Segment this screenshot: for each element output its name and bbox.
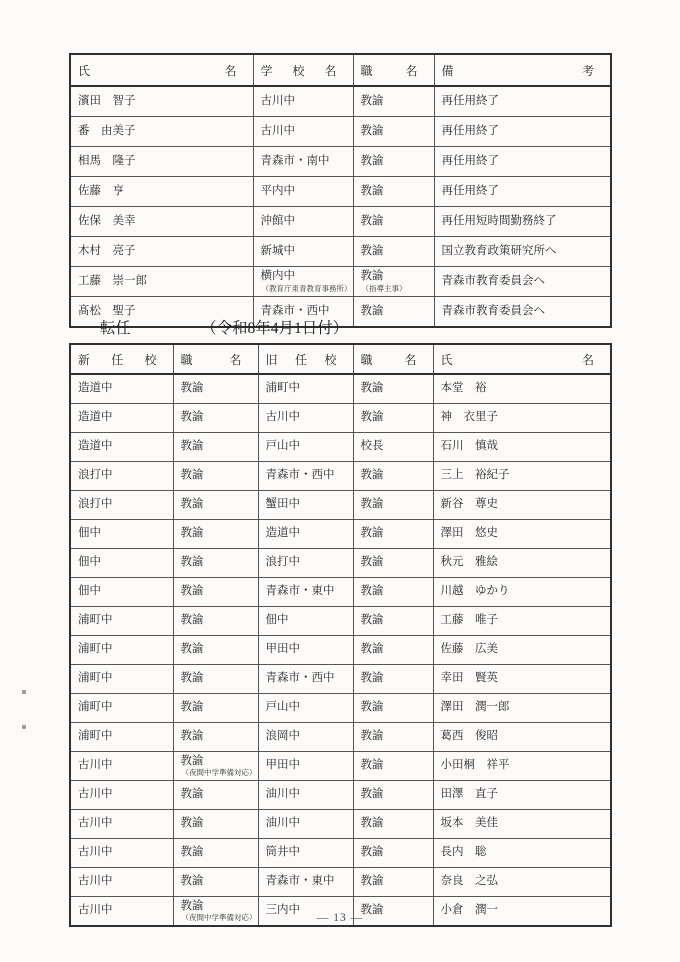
cell: 小倉 潤一	[433, 897, 611, 927]
cell: 再任用短時間勤務終了	[434, 207, 611, 237]
table-row	[70, 237, 611, 267]
cell: 古川中	[70, 810, 173, 839]
table-row	[70, 86, 611, 117]
section-title	[100, 316, 348, 338]
cell: 工藤 崇一郎	[70, 267, 253, 297]
transfer-table-header	[70, 344, 611, 374]
cell: 浦町中	[70, 607, 173, 636]
cell: 工藤 唯子	[433, 607, 611, 636]
cell: 蟹田中	[258, 491, 353, 520]
cell: 相馬 隆子	[70, 147, 253, 177]
cell: 造道中	[70, 433, 173, 462]
header-cell: 職 名	[353, 344, 433, 374]
table-row	[70, 267, 611, 297]
cell: 浪打中	[70, 462, 173, 491]
cell: 本堂 裕	[433, 374, 611, 404]
cell: 教諭	[353, 781, 433, 810]
table-row	[70, 781, 611, 810]
cell: 校長	[353, 433, 433, 462]
cell: 教諭	[173, 520, 258, 549]
cell: 教諭	[353, 374, 433, 404]
cell: 教諭	[173, 781, 258, 810]
cell: 教諭	[353, 177, 434, 207]
cell: 青森市・南中	[253, 147, 353, 177]
cell: 佃中	[70, 520, 173, 549]
cell: 番 由美子	[70, 117, 253, 147]
cell: 坂本 美佳	[433, 810, 611, 839]
cell: 教諭	[353, 237, 434, 267]
cell: 戸山中	[258, 694, 353, 723]
table-row	[70, 404, 611, 433]
header-cell: 職 名	[173, 344, 258, 374]
cell: 川越 ゆかり	[433, 578, 611, 607]
table-row	[70, 607, 611, 636]
cell: 横内中 （教育庁東青教育事務所）	[253, 267, 353, 297]
cell: 教諭	[353, 117, 434, 147]
cell: 教諭	[353, 752, 433, 781]
cell: 教諭	[353, 665, 433, 694]
cell: 教諭	[173, 694, 258, 723]
cell: 教諭	[353, 839, 433, 868]
cell: 教諭	[353, 462, 433, 491]
cell: 青森市・東中	[258, 868, 353, 897]
scan-artifact-dot	[22, 725, 26, 729]
cell: 石川 慎哉	[433, 433, 611, 462]
cell: 教諭	[353, 694, 433, 723]
table-row	[70, 810, 611, 839]
cell: 長内 聡	[433, 839, 611, 868]
cell: 浦町中	[70, 665, 173, 694]
cell: 教諭	[353, 297, 434, 328]
cell: 新城中	[253, 237, 353, 267]
cell: 青森市・西中	[258, 462, 353, 491]
table-row	[70, 839, 611, 868]
cell: 再任用終了	[434, 177, 611, 207]
section-date: （令和8年4月1日付）	[201, 320, 349, 337]
cell: 教諭	[173, 462, 258, 491]
cell: 澤田 潤一郎	[433, 694, 611, 723]
retirement-table	[69, 53, 612, 328]
cell: 再任用終了	[434, 147, 611, 177]
cell: 教諭	[173, 578, 258, 607]
table-row	[70, 868, 611, 897]
cell: 古川中	[70, 897, 173, 927]
cell: 教諭	[353, 636, 433, 665]
cell: 三内中	[258, 897, 353, 927]
table-row	[70, 433, 611, 462]
cell: 新谷 尊史	[433, 491, 611, 520]
cell: 教諭	[353, 147, 434, 177]
header-cell: 学 校 名	[253, 54, 353, 86]
cell: 佐藤 亨	[70, 177, 253, 207]
cell: 教諭	[173, 433, 258, 462]
cell: 教諭	[173, 810, 258, 839]
cell: 教諭	[353, 207, 434, 237]
cell: 佃中	[70, 549, 173, 578]
cell: 筒井中	[258, 839, 353, 868]
cell: 油川中	[258, 781, 353, 810]
cell: 教諭	[173, 404, 258, 433]
header-cell: 氏 名	[433, 344, 611, 374]
cell: 浦町中	[70, 723, 173, 752]
retirement-table-header	[70, 54, 611, 86]
cell: 古川中	[70, 839, 173, 868]
cell: 教諭 （指導主事）	[353, 267, 434, 297]
cell: 佐保 美幸	[70, 207, 253, 237]
cell: 田澤 直子	[433, 781, 611, 810]
header-cell: 新 任 校	[70, 344, 173, 374]
table-row	[70, 694, 611, 723]
cell: 浪打中	[70, 491, 173, 520]
cell: 教諭	[353, 897, 433, 927]
table-row	[70, 491, 611, 520]
cell: 甲田中	[258, 636, 353, 665]
cell: 古川中	[253, 86, 353, 117]
cell: 古川中	[70, 868, 173, 897]
cell: 教諭	[173, 491, 258, 520]
cell: 浦町中	[258, 374, 353, 404]
cell: 戸山中	[258, 433, 353, 462]
cell: 三上 裕紀子	[433, 462, 611, 491]
cell: 古川中	[70, 752, 173, 781]
cell: 奈良 之弘	[433, 868, 611, 897]
cell: 青森市・西中	[253, 297, 353, 328]
cell: 濱田 智子	[70, 86, 253, 117]
cell: 澤田 悠史	[433, 520, 611, 549]
cell: 教諭	[353, 520, 433, 549]
section-title-text: 転任	[100, 320, 132, 337]
cell: 佃中	[258, 607, 353, 636]
cell: 造道中	[70, 404, 173, 433]
table-row	[70, 752, 611, 781]
table-row	[70, 207, 611, 237]
cell: 神 衣里子	[433, 404, 611, 433]
page-number: — 13 —	[316, 912, 364, 924]
cell: 教諭	[353, 404, 433, 433]
cell: 平内中	[253, 177, 353, 207]
cell: 教諭	[173, 839, 258, 868]
cell: 浦町中	[70, 694, 173, 723]
cell: 再任用終了	[434, 117, 611, 147]
cell: 教諭	[353, 491, 433, 520]
cell: 教諭	[353, 578, 433, 607]
cell: 教諭	[353, 810, 433, 839]
cell: 青森市教育委員会へ	[434, 267, 611, 297]
cell: 古川中	[70, 781, 173, 810]
cell: 沖館中	[253, 207, 353, 237]
cell: 教諭	[173, 636, 258, 665]
cell: 小田桐 祥平	[433, 752, 611, 781]
table-row	[70, 462, 611, 491]
cell: 教諭	[173, 607, 258, 636]
header-cell: 旧 任 校	[258, 344, 353, 374]
cell: 青森市・西中	[258, 665, 353, 694]
cell: 古川中	[258, 404, 353, 433]
header-cell: 備 考	[434, 54, 611, 86]
cell: 教諭	[173, 868, 258, 897]
cell: 浪打中	[258, 549, 353, 578]
cell: 甲田中	[258, 752, 353, 781]
table-row	[70, 147, 611, 177]
cell: 木村 亮子	[70, 237, 253, 267]
cell: 秋元 雅絵	[433, 549, 611, 578]
cell: 佐藤 広美	[433, 636, 611, 665]
cell: 再任用終了	[434, 86, 611, 117]
header-cell: 職 名	[353, 54, 434, 86]
table-row	[70, 177, 611, 207]
table-row	[70, 520, 611, 549]
cell: 造道中	[70, 374, 173, 404]
table-row	[70, 374, 611, 404]
table-row	[70, 665, 611, 694]
cell: 教諭	[353, 549, 433, 578]
scan-artifact-dot	[22, 690, 26, 694]
cell: 教諭	[353, 607, 433, 636]
cell: 国立教育政策研究所へ	[434, 237, 611, 267]
cell: 教諭 （夜間中学準備対応）	[173, 752, 258, 781]
header-cell: 氏 名	[70, 54, 253, 86]
table-row	[70, 578, 611, 607]
cell: 佃中	[70, 578, 173, 607]
cell: 青森市教育委員会へ	[434, 297, 611, 328]
cell: 教諭	[353, 868, 433, 897]
cell: 教諭 （夜間中学準備対応）	[173, 897, 258, 927]
cell: 髙松 聖子	[70, 297, 253, 328]
cell: 教諭	[353, 86, 434, 117]
table-row	[70, 549, 611, 578]
cell: 造道中	[258, 520, 353, 549]
cell: 青森市・東中	[258, 578, 353, 607]
cell: 古川中	[253, 117, 353, 147]
cell: 教諭	[173, 549, 258, 578]
transfer-table	[69, 343, 612, 927]
cell: 浦町中	[70, 636, 173, 665]
cell: 浪岡中	[258, 723, 353, 752]
cell: 教諭	[173, 665, 258, 694]
table-row	[70, 636, 611, 665]
cell: 幸田 賢英	[433, 665, 611, 694]
table-row	[70, 117, 611, 147]
cell: 教諭	[173, 723, 258, 752]
cell: 教諭	[173, 374, 258, 404]
cell: 油川中	[258, 810, 353, 839]
cell: 葛西 俊昭	[433, 723, 611, 752]
cell: 教諭	[353, 723, 433, 752]
table-row	[70, 723, 611, 752]
